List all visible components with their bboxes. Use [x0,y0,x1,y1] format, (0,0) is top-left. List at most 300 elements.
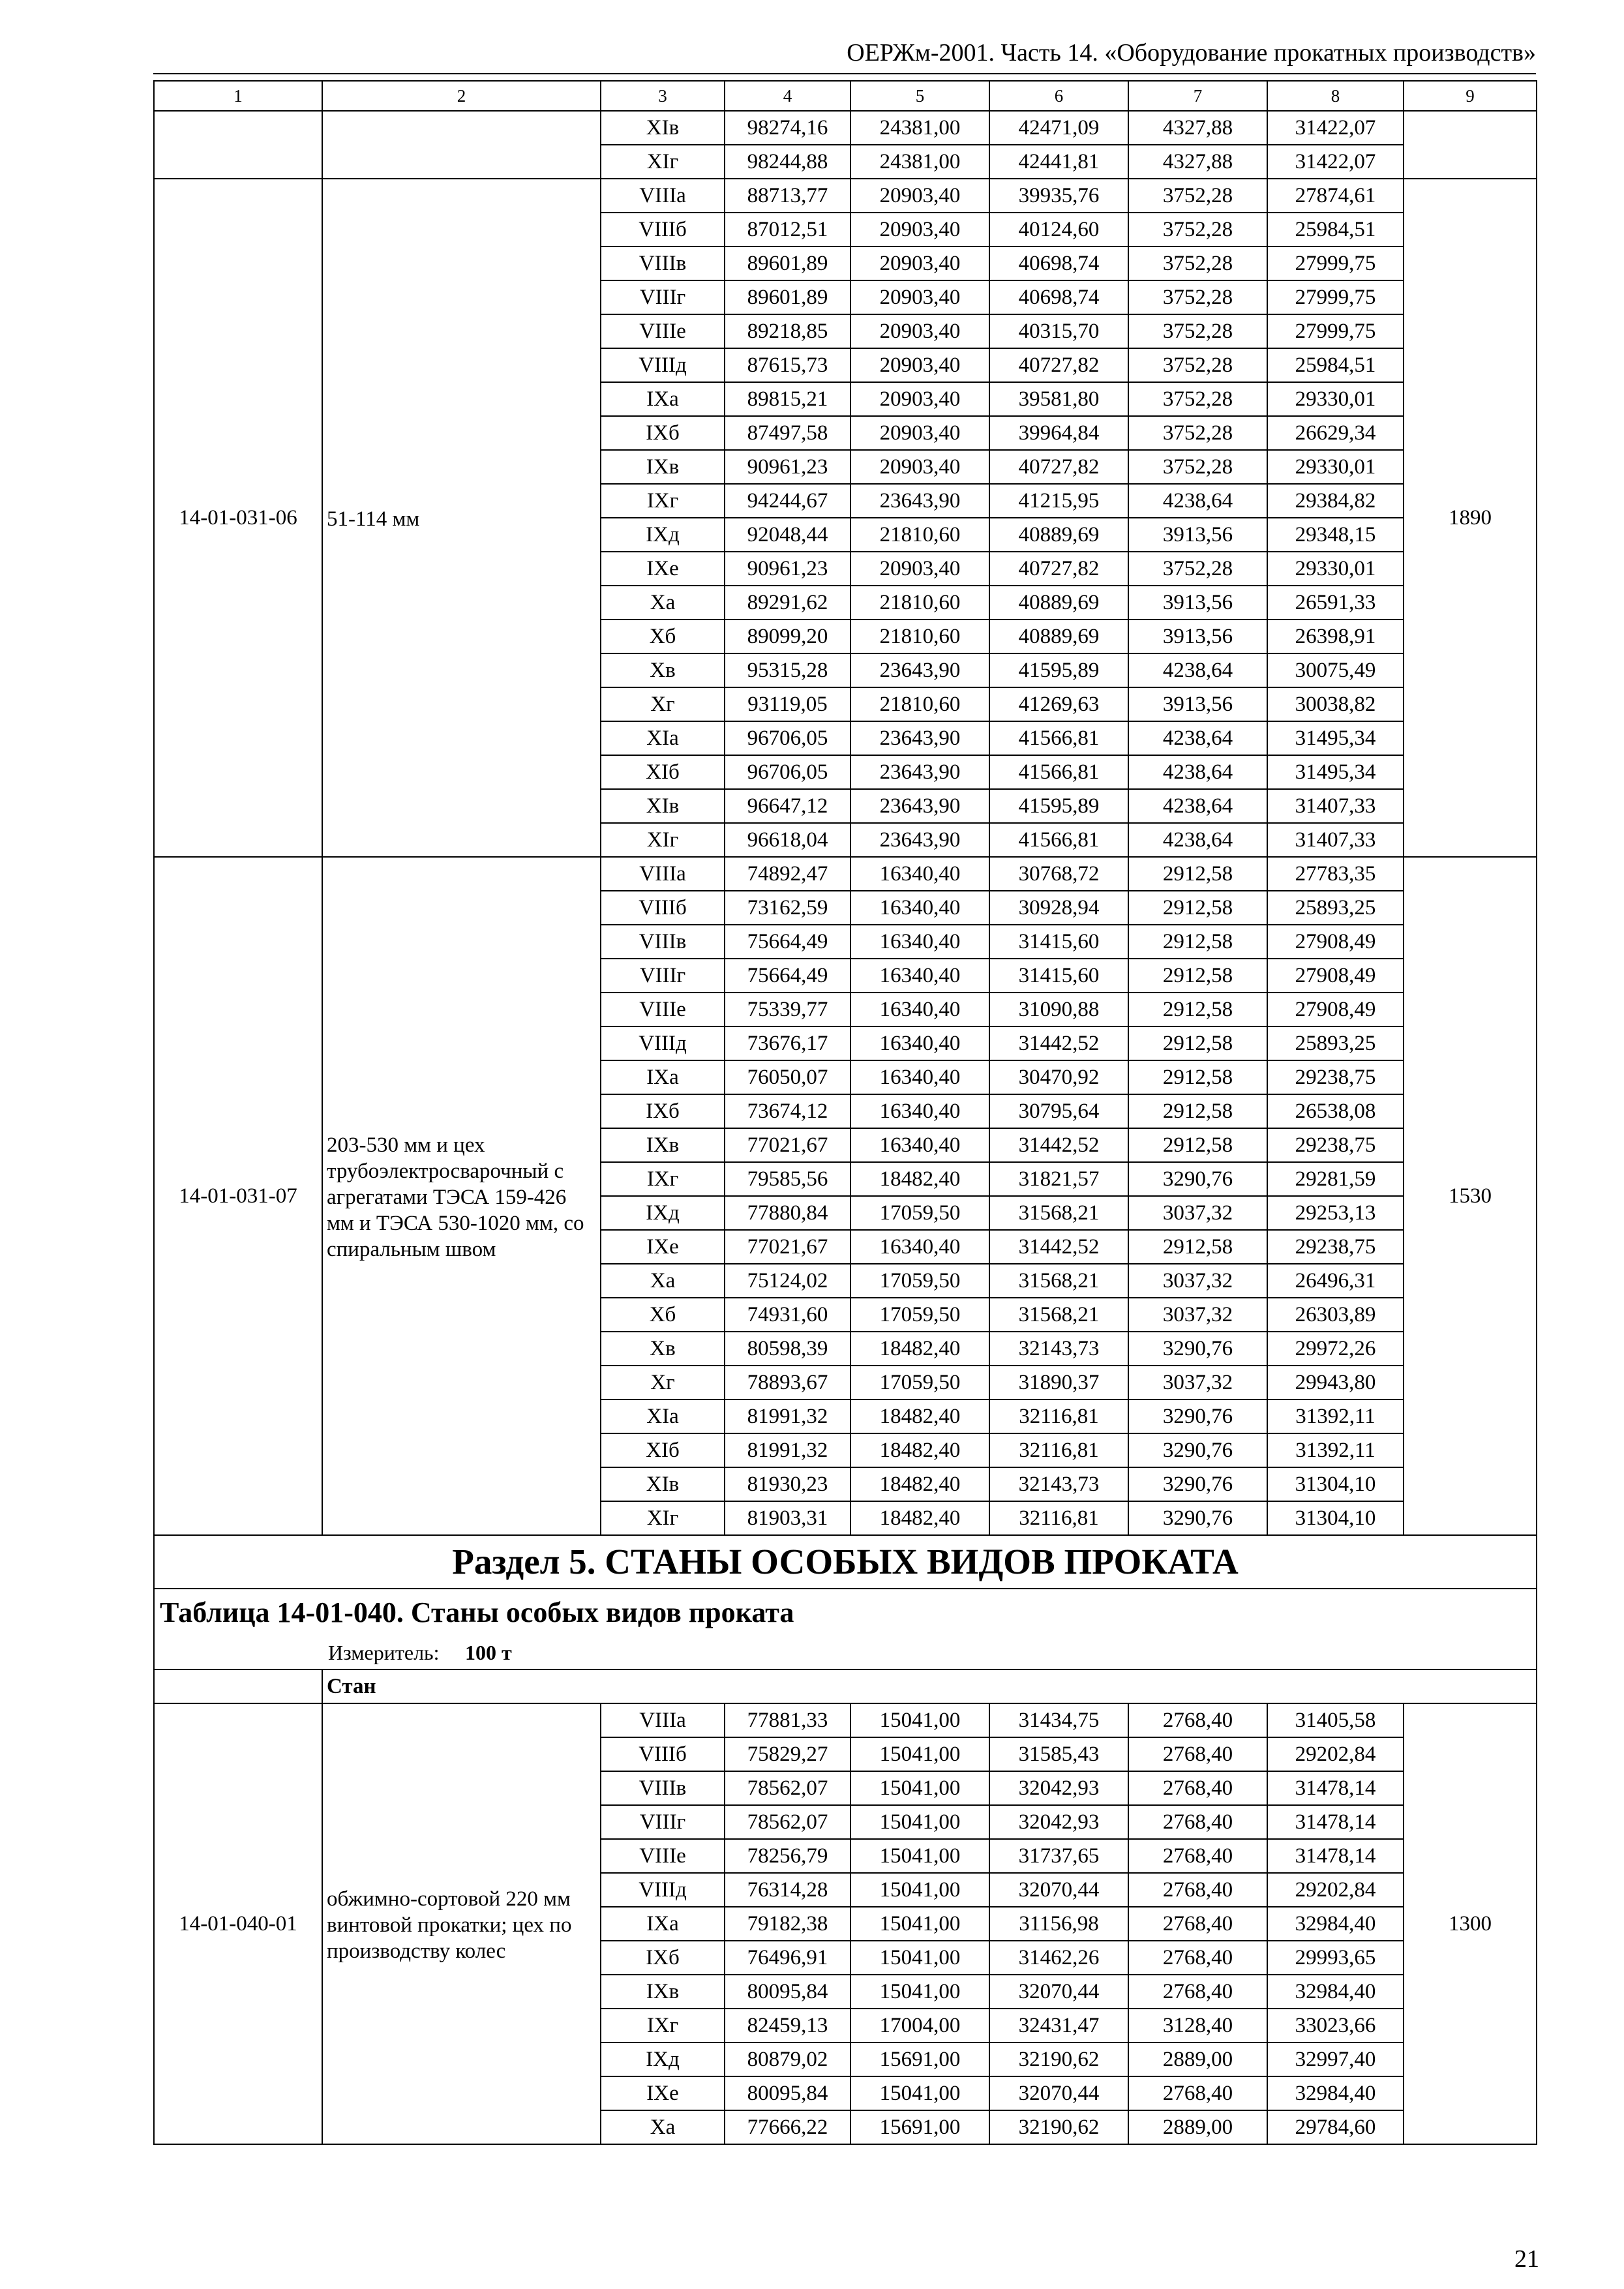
cost-value: 90961,23 [725,552,850,586]
cost-value: 31442,52 [989,1026,1128,1060]
cost-value: 23643,90 [850,484,989,518]
rates-table [153,80,1537,2145]
cost-value: 39935,76 [989,179,1128,213]
cost-value: 4238,64 [1128,755,1267,789]
cost-value: 25984,51 [1267,348,1404,382]
cost-value: 2912,58 [1128,959,1267,993]
cost-value: 21810,60 [850,687,989,721]
cost-value: 30928,94 [989,891,1128,925]
cost-value: 81930,23 [725,1467,850,1501]
cost-value: 16340,40 [850,1094,989,1128]
stan-label: Стан [322,1669,1537,1703]
cost-value: 31156,98 [989,1907,1128,1941]
cost-value: 3037,32 [1128,1264,1267,1298]
cost-value: 77021,67 [725,1128,850,1162]
cost-value: 31495,34 [1267,755,1404,789]
cost-value: 31478,14 [1267,1839,1404,1873]
price-zone: IXв [601,450,725,484]
cost-value: 2768,40 [1128,1771,1267,1805]
cost-value: 40124,60 [989,213,1128,247]
cost-value: 17004,00 [850,2009,989,2042]
cost-value: 32143,73 [989,1332,1128,1366]
cost-value: 41566,81 [989,721,1128,755]
cost-value: 30075,49 [1267,653,1404,687]
cost-value: 32070,44 [989,2076,1128,2110]
cost-value: 89601,89 [725,280,850,314]
cost-value: 96706,05 [725,721,850,755]
cost-value: 89099,20 [725,620,850,653]
cost-value: 27908,49 [1267,993,1404,1026]
cost-value: 21810,60 [850,620,989,653]
cost-value: 29943,80 [1267,1366,1404,1399]
cost-value: 75664,49 [725,925,850,959]
cost-value: 29202,84 [1267,1737,1404,1771]
cost-value: 31585,43 [989,1737,1128,1771]
cost-value: 31090,88 [989,993,1128,1026]
price-zone: IXв [601,1128,725,1162]
cost-value: 26496,31 [1267,1264,1404,1298]
cost-value: 2912,58 [1128,925,1267,959]
price-zone: IXд [601,1196,725,1230]
price-zone: XIв [601,111,725,145]
cost-value: 32070,44 [989,1873,1128,1907]
cost-value: 15041,00 [850,1873,989,1907]
cost-value: 33023,66 [1267,2009,1404,2042]
cost-value: 32984,40 [1267,2076,1404,2110]
cost-value: 76496,91 [725,1941,850,1975]
cost-value: 41566,81 [989,755,1128,789]
cost-value: 29238,75 [1267,1060,1404,1094]
price-zone: IXд [601,518,725,552]
section-title: Раздел 5. СТАНЫ ОСОБЫХ ВИДОВ ПРОКАТА [154,1535,1537,1589]
cost-value: 29202,84 [1267,1873,1404,1907]
cost-value: 20903,40 [850,348,989,382]
cost-value: 32116,81 [989,1433,1128,1467]
price-zone: IXе [601,1230,725,1264]
cost-value: 15041,00 [850,1737,989,1771]
cost-value: 23643,90 [850,721,989,755]
table-row [154,111,1537,145]
cost-value: 27908,49 [1267,925,1404,959]
price-zone: VIIIе [601,1839,725,1873]
cost-value: 15041,00 [850,1805,989,1839]
cost-value: 32070,44 [989,1975,1128,2009]
cost-value: 77881,33 [725,1703,850,1737]
price-zone: VIIIе [601,993,725,1026]
cost-value: 27999,75 [1267,247,1404,280]
cost-value: 17059,50 [850,1196,989,1230]
cost-value: 26303,89 [1267,1298,1404,1332]
rate-code: 14-01-031-06 [154,179,322,857]
price-zone: VIIIг [601,959,725,993]
cost-value: 96706,05 [725,755,850,789]
cost-value: 16340,40 [850,925,989,959]
cost-value: 40727,82 [989,552,1128,586]
cost-value: 31821,57 [989,1162,1128,1196]
rate-code: 14-01-040-01 [154,1703,322,2144]
cost-value: 80598,39 [725,1332,850,1366]
cost-value: 2768,40 [1128,1873,1267,1907]
price-zone: XIг [601,145,725,179]
cost-value: 32190,62 [989,2110,1128,2144]
cost-value: 87012,51 [725,213,850,247]
cost-value: 2912,58 [1128,857,1267,891]
equipment-name: 203-530 мм и цех трубоэлектросварочный с агрегатами ТЭСА 159-426 мм и ТЭСА 530-1020 мм, со спиральным швом [322,857,601,1535]
price-zone: VIIIа [601,179,725,213]
cost-value: 20903,40 [850,247,989,280]
cost-value: 31478,14 [1267,1771,1404,1805]
cost-value: 20903,40 [850,314,989,348]
page-header-title: ОЕРЖм-2001. Часть 14. «Оборудование прокатных производств» [847,39,1536,67]
cost-value: 3290,76 [1128,1467,1267,1501]
cost-value: 75664,49 [725,959,850,993]
equipment-name [322,111,601,179]
cost-value: 3752,28 [1128,348,1267,382]
cost-value: 31422,07 [1267,111,1404,145]
cost-value: 20903,40 [850,416,989,450]
cost-value: 39581,80 [989,382,1128,416]
cost-value: 2912,58 [1128,1230,1267,1264]
cost-value: 23643,90 [850,653,989,687]
cost-value: 2768,40 [1128,1805,1267,1839]
column-number: 1 [154,81,322,111]
table-title-row [154,1589,1537,1636]
section-row [154,1535,1537,1589]
cost-value: 18482,40 [850,1501,989,1535]
cost-value: 30038,82 [1267,687,1404,721]
rate-code: 14-01-031-07 [154,857,322,1535]
column-number: 4 [725,81,850,111]
price-zone: Xб [601,620,725,653]
cost-value: 40727,82 [989,450,1128,484]
cost-value: 32116,81 [989,1501,1128,1535]
cost-value: 2912,58 [1128,891,1267,925]
table-title: Таблица 14-01-040. Станы особых видов проката [154,1589,1537,1636]
price-zone: VIIIд [601,1026,725,1060]
cost-value: 89601,89 [725,247,850,280]
cost-value: 3913,56 [1128,518,1267,552]
cost-value: 31434,75 [989,1703,1128,1737]
cost-value: 25893,25 [1267,1026,1404,1060]
cost-value: 16340,40 [850,857,989,891]
cost-value: 32984,40 [1267,1907,1404,1941]
cost-value: 78256,79 [725,1839,850,1873]
cost-value: 31392,11 [1267,1433,1404,1467]
cost-value: 3037,32 [1128,1366,1267,1399]
cost-value: 3913,56 [1128,586,1267,620]
price-zone: IXв [601,1975,725,2009]
labor-norm [1404,111,1537,179]
cost-value: 2768,40 [1128,1737,1267,1771]
price-zone: VIIIв [601,247,725,280]
cost-value: 3752,28 [1128,314,1267,348]
cost-value: 42441,81 [989,145,1128,179]
cost-value: 23643,90 [850,789,989,823]
cost-value: 94244,67 [725,484,850,518]
cost-value: 77880,84 [725,1196,850,1230]
price-zone: IXг [601,484,725,518]
cost-value: 4238,64 [1128,823,1267,857]
cost-value: 2889,00 [1128,2042,1267,2076]
cost-value: 30470,92 [989,1060,1128,1094]
cost-value: 2768,40 [1128,2076,1267,2110]
cost-value: 21810,60 [850,586,989,620]
table-row [154,857,1537,891]
cost-value: 75339,77 [725,993,850,1026]
cost-value: 3752,28 [1128,552,1267,586]
column-number: 7 [1128,81,1267,111]
column-number: 6 [989,81,1128,111]
cost-value: 40315,70 [989,314,1128,348]
price-zone: VIIIе [601,314,725,348]
cost-value: 40698,74 [989,280,1128,314]
cost-value: 74931,60 [725,1298,850,1332]
cost-value: 20903,40 [850,280,989,314]
cost-value: 16340,40 [850,993,989,1026]
cost-value: 3037,32 [1128,1196,1267,1230]
price-zone: XIа [601,721,725,755]
price-zone: Xг [601,1366,725,1399]
cost-value: 3752,28 [1128,416,1267,450]
cost-value: 89291,62 [725,586,850,620]
column-number: 3 [601,81,725,111]
cost-value: 32431,47 [989,2009,1128,2042]
price-zone: Xа [601,1264,725,1298]
cost-value: 20903,40 [850,552,989,586]
cost-value: 92048,44 [725,518,850,552]
cost-value: 31478,14 [1267,1805,1404,1839]
cost-value: 78562,07 [725,1771,850,1805]
cost-value: 3752,28 [1128,213,1267,247]
header-rule [153,73,1536,74]
cost-value: 79182,38 [725,1907,850,1941]
cost-value: 98244,88 [725,145,850,179]
price-zone: Xа [601,586,725,620]
cost-value: 2768,40 [1128,1907,1267,1941]
cost-value: 2912,58 [1128,993,1267,1026]
cost-value: 20903,40 [850,213,989,247]
price-zone: IXе [601,552,725,586]
cost-value: 31407,33 [1267,823,1404,857]
cost-value: 24381,00 [850,145,989,179]
cost-value: 25893,25 [1267,891,1404,925]
cost-value: 73676,17 [725,1026,850,1060]
cost-value: 40698,74 [989,247,1128,280]
price-zone: VIIIд [601,1873,725,1907]
price-zone: XIб [601,755,725,789]
cost-value: 98274,16 [725,111,850,145]
cost-value: 23643,90 [850,823,989,857]
cost-value: 15041,00 [850,2076,989,2110]
labor-norm: 1890 [1404,179,1537,857]
cost-value: 87497,58 [725,416,850,450]
cost-value: 3752,28 [1128,450,1267,484]
price-zone: Xв [601,1332,725,1366]
cost-value: 18482,40 [850,1399,989,1433]
cost-value: 4238,64 [1128,653,1267,687]
price-zone: IXа [601,1060,725,1094]
cost-value: 32984,40 [1267,1975,1404,2009]
cost-value: 27783,35 [1267,857,1404,891]
column-number: 5 [850,81,989,111]
cost-value: 26398,91 [1267,620,1404,653]
cost-value: 16340,40 [850,891,989,925]
cost-value: 26591,33 [1267,586,1404,620]
cost-value: 96647,12 [725,789,850,823]
cost-value: 15691,00 [850,2110,989,2144]
cost-value: 29330,01 [1267,450,1404,484]
cost-value: 40889,69 [989,620,1128,653]
price-zone: VIIIв [601,925,725,959]
cost-value: 17059,50 [850,1298,989,1332]
cost-value: 3752,28 [1128,179,1267,213]
table-row [154,1703,1537,1737]
cost-value: 29253,13 [1267,1196,1404,1230]
cost-value: 3290,76 [1128,1501,1267,1535]
cost-value: 89218,85 [725,314,850,348]
price-zone: XIг [601,823,725,857]
cost-value: 41566,81 [989,823,1128,857]
price-zone: IXд [601,2042,725,2076]
cost-value: 29993,65 [1267,1941,1404,1975]
cost-value: 29784,60 [1267,2110,1404,2144]
price-zone: XIв [601,789,725,823]
price-zone: VIIIб [601,1737,725,1771]
cost-value: 82459,13 [725,2009,850,2042]
cost-value: 32042,93 [989,1771,1128,1805]
cost-value: 29238,75 [1267,1230,1404,1264]
price-zone: VIIIб [601,213,725,247]
cost-value: 32116,81 [989,1399,1128,1433]
cost-value: 2768,40 [1128,1839,1267,1873]
cost-value: 3752,28 [1128,382,1267,416]
cost-value: 4238,64 [1128,484,1267,518]
meter-value: 100 т [465,1641,512,1664]
price-zone: IXб [601,1941,725,1975]
cost-value: 31568,21 [989,1196,1128,1230]
cost-value: 41269,63 [989,687,1128,721]
cost-value: 31568,21 [989,1298,1128,1332]
cost-value: 31415,60 [989,925,1128,959]
price-zone: IXа [601,382,725,416]
cost-value: 93119,05 [725,687,850,721]
price-zone: VIIIа [601,1703,725,1737]
cost-value: 3290,76 [1128,1433,1267,1467]
cost-value: 81991,32 [725,1433,850,1467]
cost-value: 31462,26 [989,1941,1128,1975]
labor-norm: 1300 [1404,1703,1537,2144]
cost-value: 74892,47 [725,857,850,891]
cost-value: 31407,33 [1267,789,1404,823]
cost-value: 41595,89 [989,653,1128,687]
cost-value: 40727,82 [989,348,1128,382]
cost-value: 17059,50 [850,1264,989,1298]
cost-value: 3913,56 [1128,620,1267,653]
price-zone: IXб [601,1094,725,1128]
cost-value: 26538,08 [1267,1094,1404,1128]
cost-value: 31495,34 [1267,721,1404,755]
meter-label: Измеритель: [328,1641,440,1664]
cost-value: 20903,40 [850,450,989,484]
cost-value: 4238,64 [1128,721,1267,755]
cost-value: 16340,40 [850,1060,989,1094]
cost-value: 2912,58 [1128,1128,1267,1162]
equipment-name: 51-114 мм [322,179,601,857]
column-number: 9 [1404,81,1537,111]
cost-value: 25984,51 [1267,213,1404,247]
cost-value: 89815,21 [725,382,850,416]
price-zone: Xг [601,687,725,721]
cost-value: 29384,82 [1267,484,1404,518]
cost-value: 17059,50 [850,1366,989,1399]
cost-value: 41215,95 [989,484,1128,518]
cost-value: 4327,88 [1128,145,1267,179]
cost-value: 80095,84 [725,2076,850,2110]
cost-value: 18482,40 [850,1467,989,1501]
cost-value: 20903,40 [850,179,989,213]
cost-value: 76050,07 [725,1060,850,1094]
cost-value: 31737,65 [989,1839,1128,1873]
cost-value: 29238,75 [1267,1128,1404,1162]
cost-value: 15041,00 [850,1975,989,2009]
meter-row [154,1636,1537,1669]
cost-value: 4238,64 [1128,789,1267,823]
price-zone: XIа [601,1399,725,1433]
rate-code [154,111,322,179]
cost-value: 15041,00 [850,1839,989,1873]
cost-value: 76314,28 [725,1873,850,1907]
price-zone: Xа [601,2110,725,2144]
cost-value: 95315,28 [725,653,850,687]
cost-value: 27999,75 [1267,280,1404,314]
cost-value: 80879,02 [725,2042,850,2076]
cost-value: 15041,00 [850,1771,989,1805]
price-zone: XIв [601,1467,725,1501]
price-zone: IXб [601,416,725,450]
cost-value: 3037,32 [1128,1298,1267,1332]
cost-value: 31568,21 [989,1264,1128,1298]
stan-row [154,1669,1537,1703]
cost-value: 15691,00 [850,2042,989,2076]
cost-value: 77666,22 [725,2110,850,2144]
cost-value: 3752,28 [1128,247,1267,280]
cost-value: 18482,40 [850,1433,989,1467]
cost-value: 32042,93 [989,1805,1128,1839]
price-zone: Xб [601,1298,725,1332]
cost-value: 16340,40 [850,1230,989,1264]
cost-value: 31890,37 [989,1366,1128,1399]
cost-value: 73674,12 [725,1094,850,1128]
price-zone: VIIIг [601,280,725,314]
cost-value: 30768,72 [989,857,1128,891]
price-zone: VIIIд [601,348,725,382]
price-zone: VIIIв [601,1771,725,1805]
cost-value: 32190,62 [989,2042,1128,2076]
cost-value: 87615,73 [725,348,850,382]
cost-value: 32997,40 [1267,2042,1404,2076]
cost-value: 16340,40 [850,959,989,993]
cost-value: 31442,52 [989,1128,1128,1162]
cost-value: 21810,60 [850,518,989,552]
cost-value: 31442,52 [989,1230,1128,1264]
cost-value: 2912,58 [1128,1094,1267,1128]
cost-value: 75124,02 [725,1264,850,1298]
cost-value: 26629,34 [1267,416,1404,450]
cost-value: 88713,77 [725,179,850,213]
cost-value: 29281,59 [1267,1162,1404,1196]
cost-value: 16340,40 [850,1026,989,1060]
cost-value: 15041,00 [850,1907,989,1941]
